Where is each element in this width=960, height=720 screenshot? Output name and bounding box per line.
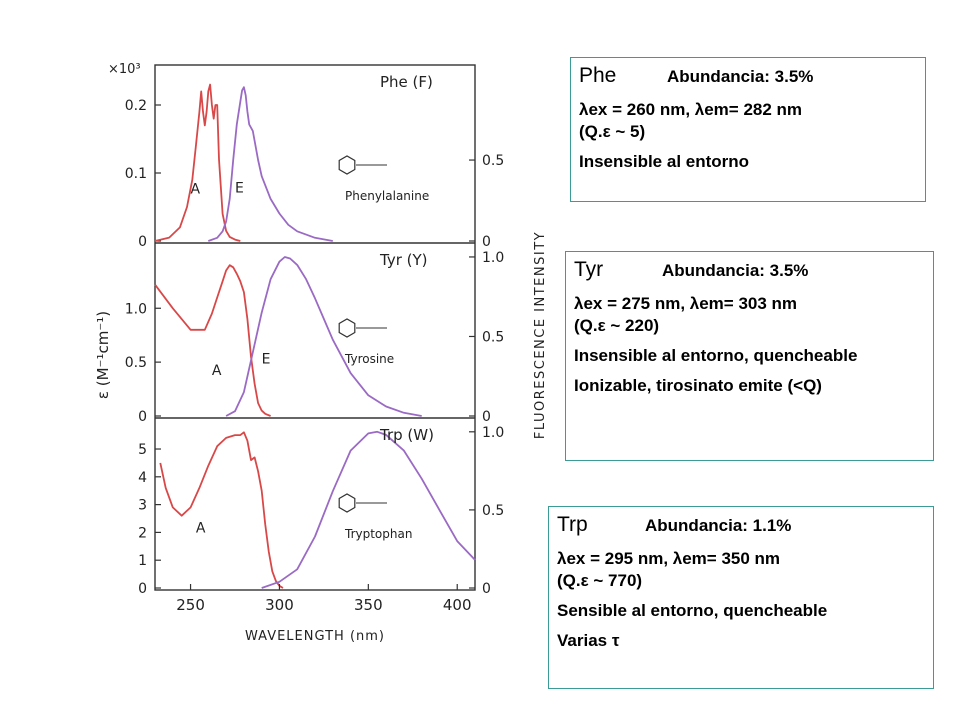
absorption-curve (160, 432, 283, 588)
emission-curve (262, 432, 475, 588)
phe-info-box (570, 57, 926, 202)
right-tick-label: 0 (482, 409, 491, 425)
tyr-abundance: Abundancia: 3.5% (662, 261, 809, 280)
right-tick-label: 0.5 (482, 329, 505, 346)
tyr-note-1: Insensible al entorno, quencheable (574, 346, 858, 365)
panel-title: Phe (F) (380, 73, 433, 91)
phe-quantum: (Q.ε ~ 5) (579, 122, 646, 141)
tyr-wavelengths: λex = 275 nm, λem= 303 nm (574, 294, 798, 313)
phe-note-1: Insensible al entorno (579, 152, 750, 171)
panel-phe (125, 73, 505, 250)
right-tick-label: 0.5 (482, 502, 505, 519)
left-tick-label: 5 (138, 442, 147, 459)
x-tick-label: 400 (442, 596, 472, 614)
tyr-quantum: (Q.ε ~ 220) (574, 316, 660, 335)
trp-wavelengths: λex = 295 nm, λem= 350 nm (557, 549, 781, 568)
panel-title: Tyr (Y) (380, 251, 428, 269)
x-tick-label: 300 (265, 596, 294, 614)
trp-name: Trp (557, 513, 588, 536)
left-tick-label: 0 (138, 409, 147, 425)
left-tick-label: 2 (138, 525, 147, 542)
x-axis-label: WAVELENGTH (nm) (245, 629, 385, 644)
emission-label: E (261, 351, 271, 368)
left-tick-label: 1 (138, 553, 147, 570)
trp-quantum: (Q.ε ~ 770) (557, 571, 643, 590)
right-tick-label: 1.0 (482, 249, 505, 266)
right-axis-label: FLUORESCENCE INTENSITY (533, 230, 548, 440)
left-tick-label: 0.1 (124, 166, 147, 182)
trp-note-2: Varias τ (557, 631, 620, 650)
panel-tyr (125, 243, 505, 425)
left-tick-label: 0 (138, 581, 147, 597)
molecule-ring-icon (339, 494, 355, 512)
trp-abundance: Abundancia: 1.1% (645, 516, 792, 535)
left-tick-label: 0 (138, 234, 147, 250)
left-tick-label: 4 (138, 469, 147, 486)
x-tick-label: 250 (176, 596, 205, 614)
right-tick-label: 0 (482, 234, 491, 250)
phe-wavelengths: λex = 260 nm, λem= 282 nm (579, 100, 803, 119)
tyr-info-box (565, 251, 934, 461)
emission-curve (208, 87, 332, 241)
tyr-name: Tyr (574, 258, 604, 281)
left-tick-label: 1.0 (124, 301, 147, 318)
right-tick-label: 1.0 (482, 424, 505, 441)
molecule-name: Tyrosine (345, 352, 395, 366)
x-tick-label: 350 (354, 596, 383, 614)
panel-title: Trp (W) (380, 426, 434, 444)
molecule-name: Tryptophan (345, 527, 413, 541)
absorption-label: A (211, 363, 222, 380)
absorption-curve (155, 265, 271, 416)
molecule-name: Phenylalanine (345, 189, 430, 203)
left-axis-label: ε (M⁻¹cm⁻¹) (94, 310, 112, 400)
phe-name: Phe (579, 64, 617, 87)
absorption-label: A (190, 181, 201, 198)
exponent-label: ×10³ (108, 62, 141, 77)
tyr-note-2: Ionizable, tirosinato emite (<Q) (574, 376, 822, 395)
right-tick-label: 0.5 (482, 153, 505, 170)
trp-note-1: Sensible al entorno, quencheable (557, 601, 828, 620)
trp-info-box (548, 506, 934, 689)
left-tick-label: 0.5 (124, 355, 147, 372)
molecule-ring-icon (339, 156, 355, 174)
absorption-label: A (195, 520, 206, 537)
left-tick-label: 3 (138, 497, 147, 514)
left-tick-label: 0.2 (124, 98, 147, 114)
panel-trp (138, 418, 504, 597)
molecule-ring-icon (339, 319, 355, 337)
absorption-emission-figure (60, 55, 555, 655)
phe-abundance: Abundancia: 3.5% (667, 67, 814, 86)
emission-label: E (235, 180, 244, 197)
right-tick-label: 0 (482, 581, 491, 597)
plot-frame (155, 65, 475, 590)
